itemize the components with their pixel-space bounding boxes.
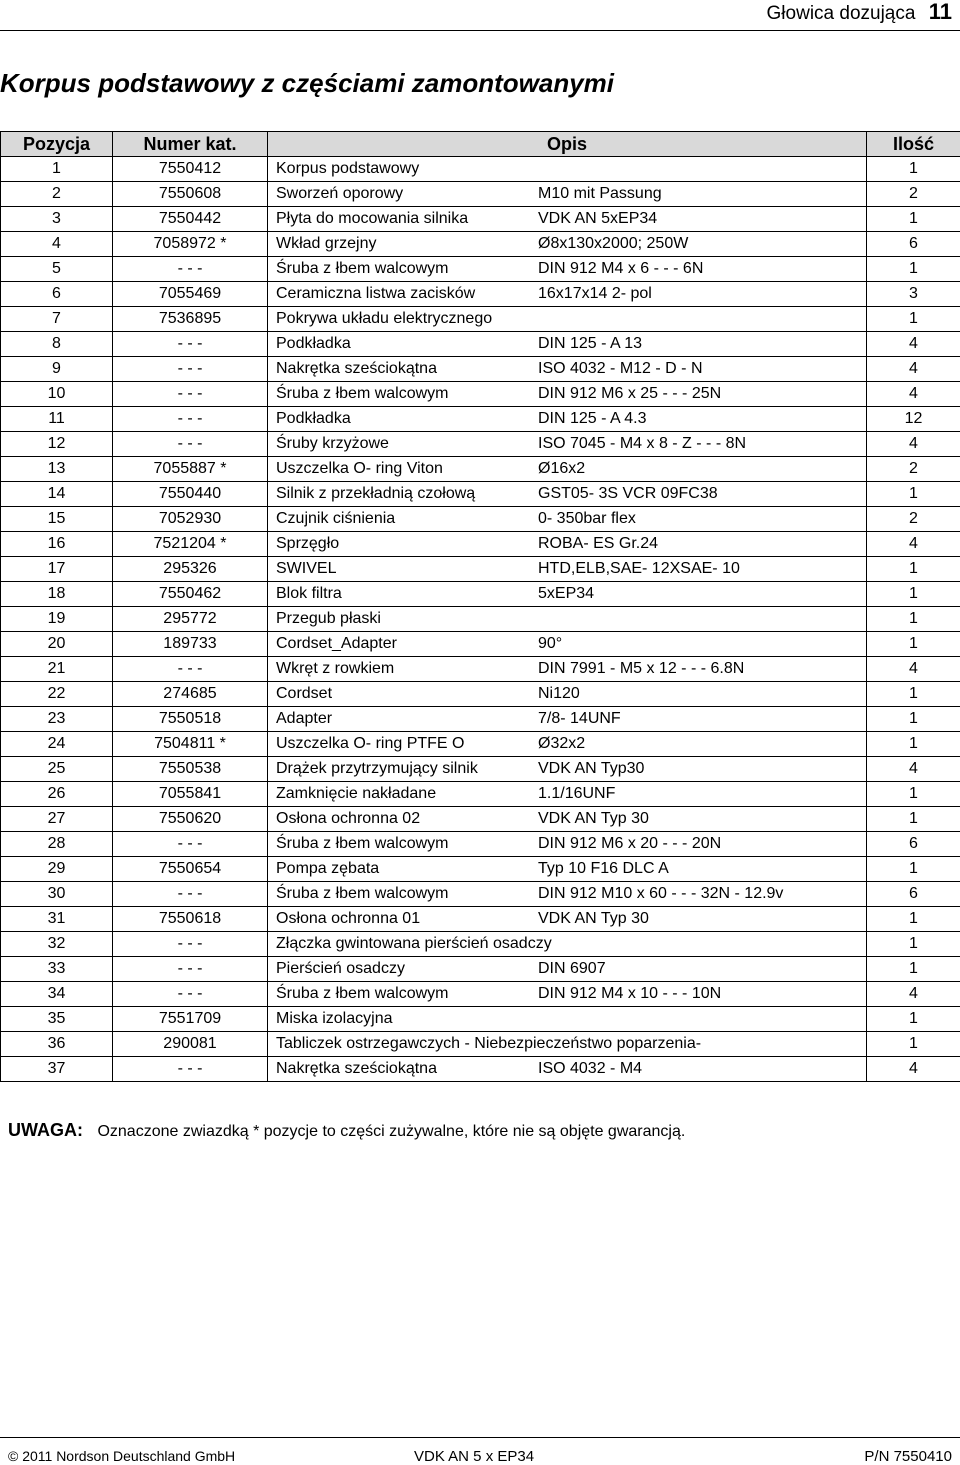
- cell-quantity: 6: [867, 232, 960, 257]
- description-spec: DIN 7991 - M5 x 12 - - - 6.8N: [538, 660, 745, 677]
- description-name: Ceramiczna listwa zacisków: [276, 285, 476, 302]
- description-spec: ISO 7045 - M4 x 8 - Z - - - 8N: [538, 435, 747, 452]
- description-spec: M10 mit Passung: [538, 185, 662, 202]
- cell-quantity: 2: [867, 182, 960, 207]
- cell-position: 24: [1, 732, 113, 757]
- description-name: Śruby krzyżowe: [276, 435, 389, 452]
- table-row: [1, 1057, 960, 1082]
- cell-catalog-number: 7550442: [113, 207, 268, 232]
- description-spec: DIN 912 M10 x 60 - - - 32N - 12.9v: [538, 885, 784, 902]
- description-name: SWIVEL: [276, 560, 337, 577]
- description-name: Cordset_Adapter: [276, 635, 397, 652]
- table-row: [1, 982, 960, 1007]
- table-row: [1, 882, 960, 907]
- description-name: Pierścień osadczy: [276, 960, 405, 977]
- cell-quantity: 4: [867, 332, 960, 357]
- cell-catalog-number: - - -: [113, 832, 268, 857]
- cell-catalog-number: 7052930: [113, 507, 268, 532]
- cell-quantity: 1: [867, 257, 960, 282]
- page-number: 11: [928, 0, 952, 24]
- cell-quantity: 3: [867, 282, 960, 307]
- cell-position: 26: [1, 782, 113, 807]
- table-row: [1, 782, 960, 807]
- cell-catalog-number: 7550440: [113, 482, 268, 507]
- table-row: [1, 407, 960, 432]
- description-name: Wkład grzejny: [276, 235, 377, 252]
- description-spec: ROBA- ES Gr.24: [538, 535, 659, 552]
- parts-table: [0, 131, 960, 1082]
- cell-catalog-number: 274685: [113, 682, 268, 707]
- table-header-row: [1, 132, 960, 157]
- cell-position: 35: [1, 1007, 113, 1032]
- cell-quantity: 6: [867, 832, 960, 857]
- description-name: Śruba z łbem walcowym: [276, 885, 449, 902]
- col-header-qty: Ilość: [867, 132, 960, 157]
- description-name: Nakrętka sześciokątna: [276, 1060, 437, 1077]
- table-row: [1, 932, 960, 957]
- cell-position: 27: [1, 807, 113, 832]
- description-spec: DIN 912 M4 x 6 - - - 6N: [538, 260, 704, 277]
- cell-description: [268, 757, 867, 782]
- cell-position: 37: [1, 1057, 113, 1082]
- cell-quantity: 1: [867, 807, 960, 832]
- table-row: [1, 332, 960, 357]
- cell-position: 30: [1, 882, 113, 907]
- cell-description: [268, 1007, 867, 1032]
- cell-catalog-number: - - -: [113, 982, 268, 1007]
- cell-description: [268, 907, 867, 932]
- cell-quantity: 2: [867, 507, 960, 532]
- note-label: UWAGA:: [8, 1120, 83, 1140]
- description-spec: DIN 125 - A 13: [538, 335, 643, 352]
- cell-quantity: 1: [867, 932, 960, 957]
- footer-divider: [0, 1437, 960, 1438]
- description-name: Śruba z łbem walcowym: [276, 385, 449, 402]
- description-spec: DIN 6907: [538, 960, 606, 977]
- cell-quantity: 1: [867, 707, 960, 732]
- cell-quantity: 1: [867, 857, 960, 882]
- cell-position: 36: [1, 1032, 113, 1057]
- description-spec: ISO 4032 - M12 - D - N: [538, 360, 703, 377]
- cell-position: 34: [1, 982, 113, 1007]
- table-row: [1, 807, 960, 832]
- cell-description: [268, 857, 867, 882]
- cell-description: [268, 582, 867, 607]
- description-spec: DIN 125 - A 4.3: [538, 410, 647, 427]
- description-name: Tabliczek ostrzegawczych - Niebezpieczeństwo poparzenia-: [276, 1035, 702, 1052]
- cell-position: 21: [1, 657, 113, 682]
- cell-quantity: 4: [867, 982, 960, 1007]
- cell-position: 16: [1, 532, 113, 557]
- table-row: [1, 557, 960, 582]
- cell-position: 29: [1, 857, 113, 882]
- description-name: Silnik z przekładnią czołową: [276, 485, 476, 502]
- header-divider: [0, 30, 960, 31]
- cell-description: [268, 807, 867, 832]
- table-row: [1, 482, 960, 507]
- cell-description: [268, 1057, 867, 1082]
- page-header: [767, 0, 952, 24]
- description-spec: Ni120: [538, 685, 580, 702]
- description-name: Przegub płaski: [276, 610, 381, 627]
- table-row: [1, 182, 960, 207]
- description-name: Cordset: [276, 685, 333, 702]
- cell-quantity: 1: [867, 307, 960, 332]
- description-name: Uszczelka O- ring PTFE O: [276, 735, 465, 752]
- description-name: Wkręt z rowkiem: [276, 660, 395, 677]
- cell-position: 12: [1, 432, 113, 457]
- description-name: Miska izolacyjna: [276, 1010, 393, 1027]
- cell-quantity: 1: [867, 782, 960, 807]
- cell-catalog-number: - - -: [113, 657, 268, 682]
- section-title: Korpus podstawowy z częściami zamontowanymi: [0, 68, 615, 98]
- table-row: [1, 707, 960, 732]
- cell-catalog-number: 7550654: [113, 857, 268, 882]
- cell-catalog-number: 295326: [113, 557, 268, 582]
- cell-catalog-number: 7550608: [113, 182, 268, 207]
- cell-catalog-number: - - -: [113, 932, 268, 957]
- cell-quantity: 1: [867, 482, 960, 507]
- cell-position: 11: [1, 407, 113, 432]
- description-name: Pompa zębata: [276, 860, 380, 877]
- cell-quantity: 2: [867, 457, 960, 482]
- table-row: [1, 857, 960, 882]
- cell-catalog-number: 7055887 *: [113, 457, 268, 482]
- cell-quantity: 4: [867, 657, 960, 682]
- cell-description: [268, 657, 867, 682]
- cell-catalog-number: 7550620: [113, 807, 268, 832]
- cell-catalog-number: 7550538: [113, 757, 268, 782]
- cell-position: 22: [1, 682, 113, 707]
- cell-catalog-number: - - -: [113, 257, 268, 282]
- description-name: Blok filtra: [276, 585, 342, 602]
- description-name: Drążek przytrzymujący silnik: [276, 760, 478, 777]
- cell-quantity: 1: [867, 682, 960, 707]
- table-row: [1, 207, 960, 232]
- cell-position: 9: [1, 357, 113, 382]
- description-spec: 90°: [538, 635, 563, 652]
- description-name: Podkładka: [276, 335, 351, 352]
- cell-quantity: 4: [867, 757, 960, 782]
- cell-quantity: 4: [867, 532, 960, 557]
- description-spec: 5xEP34: [538, 585, 595, 602]
- description-name: Sworzeń oporowy: [276, 185, 404, 202]
- cell-quantity: 6: [867, 882, 960, 907]
- cell-position: 17: [1, 557, 113, 582]
- note-text: Oznaczone zwiazdką * pozycje to części zużywalne, które nie są objęte gwarancją.: [97, 1123, 686, 1140]
- table-row: [1, 257, 960, 282]
- description-spec: 0- 350bar flex: [538, 510, 636, 527]
- description-spec: 7/8- 14UNF: [538, 710, 621, 727]
- col-header-pos: Pozycja: [1, 132, 113, 157]
- cell-position: 25: [1, 757, 113, 782]
- cell-quantity: 4: [867, 357, 960, 382]
- table-row: [1, 157, 960, 182]
- cell-position: 10: [1, 382, 113, 407]
- cell-position: 3: [1, 207, 113, 232]
- table-row: [1, 657, 960, 682]
- cell-description: [268, 307, 867, 332]
- cell-position: 18: [1, 582, 113, 607]
- cell-description: [268, 1032, 867, 1057]
- cell-quantity: 4: [867, 382, 960, 407]
- cell-position: 32: [1, 932, 113, 957]
- cell-description: [268, 957, 867, 982]
- cell-catalog-number: 7055469: [113, 282, 268, 307]
- table-row: [1, 232, 960, 257]
- description-name: Śruba z łbem walcowym: [276, 985, 449, 1002]
- cell-description: [268, 332, 867, 357]
- cell-catalog-number: 7551709: [113, 1007, 268, 1032]
- cell-position: 7: [1, 307, 113, 332]
- cell-description: [268, 532, 867, 557]
- cell-description: [268, 732, 867, 757]
- description-name: Zamknięcie nakładane: [276, 785, 437, 802]
- table-row: [1, 357, 960, 382]
- cell-catalog-number: 7550462: [113, 582, 268, 607]
- cell-quantity: 1: [867, 907, 960, 932]
- cell-description: [268, 507, 867, 532]
- cell-position: 20: [1, 632, 113, 657]
- cell-description: [268, 782, 867, 807]
- table-row: [1, 907, 960, 932]
- cell-description: [268, 157, 867, 182]
- cell-catalog-number: 7536895: [113, 307, 268, 332]
- cell-catalog-number: 7550412: [113, 157, 268, 182]
- table-row: [1, 307, 960, 332]
- table-row: [1, 757, 960, 782]
- cell-position: 14: [1, 482, 113, 507]
- cell-quantity: 1: [867, 1007, 960, 1032]
- description-name: Płyta do mocowania silnika: [276, 210, 469, 227]
- cell-description: [268, 182, 867, 207]
- cell-quantity: 1: [867, 1032, 960, 1057]
- table-row: [1, 507, 960, 532]
- description-name: Osłona ochronna 01: [276, 910, 421, 927]
- cell-catalog-number: - - -: [113, 332, 268, 357]
- description-spec: VDK AN Typ30: [538, 760, 645, 777]
- cell-quantity: 1: [867, 957, 960, 982]
- cell-catalog-number: 7504811 *: [113, 732, 268, 757]
- cell-description: [268, 682, 867, 707]
- description-spec: VDK AN Typ 30: [538, 910, 649, 927]
- footer-part-number: P/N 7550410: [864, 1448, 952, 1465]
- table-row: [1, 682, 960, 707]
- description-name: Adapter: [276, 710, 333, 727]
- cell-description: [268, 932, 867, 957]
- description-spec: 1.1/16UNF: [538, 785, 616, 802]
- cell-description: [268, 482, 867, 507]
- cell-catalog-number: - - -: [113, 382, 268, 407]
- description-spec: DIN 912 M6 x 20 - - - 20N: [538, 835, 722, 852]
- cell-catalog-number: 189733: [113, 632, 268, 657]
- description-name: Osłona ochronna 02: [276, 810, 421, 827]
- cell-description: [268, 282, 867, 307]
- cell-quantity: 1: [867, 732, 960, 757]
- table-row: [1, 607, 960, 632]
- warranty-note: [8, 1120, 685, 1141]
- cell-description: [268, 632, 867, 657]
- cell-position: 2: [1, 182, 113, 207]
- description-name: Czujnik ciśnienia: [276, 510, 396, 527]
- col-header-desc: Opis: [268, 132, 867, 157]
- cell-position: 28: [1, 832, 113, 857]
- description-name: Złączka gwintowana pierścień osadczy: [276, 935, 552, 952]
- description-spec: DIN 912 M6 x 25 - - - 25N: [538, 385, 722, 402]
- cell-catalog-number: - - -: [113, 432, 268, 457]
- cell-description: [268, 257, 867, 282]
- cell-catalog-number: - - -: [113, 357, 268, 382]
- description-name: Sprzęgło: [276, 535, 340, 552]
- cell-description: [268, 882, 867, 907]
- cell-description: [268, 557, 867, 582]
- table-body: [1, 157, 960, 1082]
- cell-quantity: 1: [867, 557, 960, 582]
- cell-quantity: 4: [867, 1057, 960, 1082]
- description-name: Pokrywa układu elektrycznego: [276, 310, 493, 327]
- table-row: [1, 832, 960, 857]
- table-row: [1, 957, 960, 982]
- cell-catalog-number: - - -: [113, 1057, 268, 1082]
- cell-description: [268, 232, 867, 257]
- description-spec: Ø8x130x2000; 250W: [538, 235, 689, 252]
- cell-quantity: 4: [867, 432, 960, 457]
- cell-quantity: 1: [867, 607, 960, 632]
- cell-quantity: 1: [867, 207, 960, 232]
- cell-description: [268, 607, 867, 632]
- cell-description: [268, 357, 867, 382]
- description-name: Uszczelka O- ring Viton: [276, 460, 443, 477]
- cell-description: [268, 207, 867, 232]
- description-spec: DIN 912 M4 x 10 - - - 10N: [538, 985, 722, 1002]
- table-row: [1, 1032, 960, 1057]
- cell-position: 15: [1, 507, 113, 532]
- description-spec: VDK AN Typ 30: [538, 810, 649, 827]
- description-spec: Typ 10 F16 DLC A: [538, 860, 669, 877]
- table-row: [1, 582, 960, 607]
- description-name: Podkładka: [276, 410, 351, 427]
- cell-description: [268, 457, 867, 482]
- description-name: Korpus podstawowy: [276, 160, 420, 177]
- description-spec: ISO 4032 - M4: [538, 1060, 643, 1077]
- description-spec: VDK AN 5xEP34: [538, 210, 658, 227]
- cell-catalog-number: - - -: [113, 407, 268, 432]
- description-spec: 16x17x14 2- pol: [538, 285, 652, 302]
- cell-position: 8: [1, 332, 113, 357]
- cell-catalog-number: - - -: [113, 957, 268, 982]
- cell-description: [268, 707, 867, 732]
- cell-position: 13: [1, 457, 113, 482]
- cell-quantity: 1: [867, 632, 960, 657]
- table-row: [1, 732, 960, 757]
- col-header-num: Numer kat.: [113, 132, 268, 157]
- table-row: [1, 632, 960, 657]
- table-row: [1, 382, 960, 407]
- cell-catalog-number: 7550518: [113, 707, 268, 732]
- cell-position: 33: [1, 957, 113, 982]
- cell-position: 5: [1, 257, 113, 282]
- cell-catalog-number: 7055841: [113, 782, 268, 807]
- cell-catalog-number: 7550618: [113, 907, 268, 932]
- cell-position: 4: [1, 232, 113, 257]
- cell-description: [268, 382, 867, 407]
- cell-position: 23: [1, 707, 113, 732]
- cell-quantity: 12: [867, 407, 960, 432]
- header-title: Głowica dozująca: [766, 3, 916, 24]
- cell-description: [268, 432, 867, 457]
- description-spec: Ø32x2: [538, 735, 586, 752]
- cell-catalog-number: 7521204 *: [113, 532, 268, 557]
- description-spec: Ø16x2: [538, 460, 586, 477]
- footer-copyright: © 2011 Nordson Deutschland GmbH: [8, 1448, 236, 1464]
- cell-catalog-number: - - -: [113, 882, 268, 907]
- cell-quantity: 1: [867, 582, 960, 607]
- table-row: [1, 1007, 960, 1032]
- table-row: [1, 457, 960, 482]
- description-name: Nakrętka sześciokątna: [276, 360, 437, 377]
- cell-position: 1: [1, 157, 113, 182]
- description-spec: GST05- 3S VCR 09FC38: [538, 485, 718, 502]
- table-row: [1, 432, 960, 457]
- description-name: Śruba z łbem walcowym: [276, 835, 449, 852]
- description-name: Śruba z łbem walcowym: [276, 260, 449, 277]
- cell-position: 31: [1, 907, 113, 932]
- cell-description: [268, 407, 867, 432]
- description-spec: HTD,ELB,SAE- 12XSAE- 10: [538, 560, 740, 577]
- footer-model: VDK AN 5 x EP34: [414, 1448, 535, 1465]
- cell-description: [268, 982, 867, 1007]
- cell-quantity: 1: [867, 157, 960, 182]
- table-row: [1, 532, 960, 557]
- cell-catalog-number: 7058972 *: [113, 232, 268, 257]
- table-row: [1, 282, 960, 307]
- cell-position: 19: [1, 607, 113, 632]
- cell-catalog-number: 295772: [113, 607, 268, 632]
- cell-description: [268, 832, 867, 857]
- cell-position: 6: [1, 282, 113, 307]
- cell-catalog-number: 290081: [113, 1032, 268, 1057]
